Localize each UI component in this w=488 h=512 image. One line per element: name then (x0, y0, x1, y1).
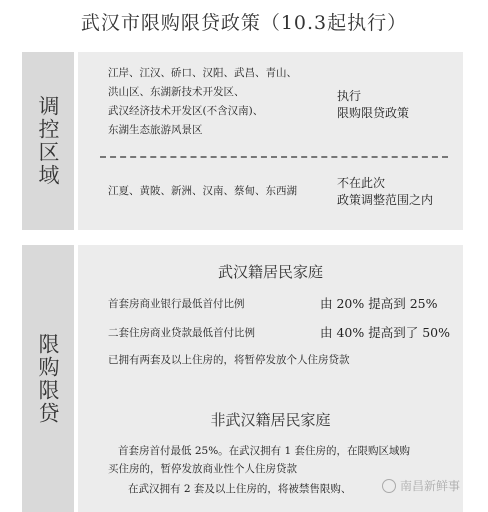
section-label-text: 调控区域 (36, 95, 60, 187)
nonlocal-line-2: 买住房的，暂停发放商业性个人住房贷款 (108, 463, 297, 475)
page-title: 武汉市限购限贷政策（10.3起执行） (80, 12, 408, 34)
section-divider (100, 156, 448, 158)
nonlocal-line-3: 在武汉拥有 2 套及以上住房的，将被禁售限购、 (128, 483, 352, 495)
local-household-title: 武汉籍居民家庭 (217, 263, 323, 281)
local-rule-2-value: 由 40% 提高到了 50% (320, 325, 450, 340)
watermark (382, 477, 460, 494)
section-label-restrictions (22, 245, 74, 512)
policy-note-1a: 执行 (337, 89, 362, 103)
watermark-text: 南昌新鲜事 (400, 479, 461, 493)
nonlocal-line-1: 首套房首付最低 25%。在武汉拥有 1 套住房的，在限购区域购 (118, 445, 411, 457)
section-label-control-area (22, 52, 74, 230)
excluded-areas: 江夏、黄陂、新洲、汉南、蔡甸、东西湖 (108, 185, 297, 197)
local-note: 已拥有两套及以上住房的，将暂停发放个人住房贷款 (108, 354, 350, 366)
section-label-text: 限购限贷 (36, 332, 60, 425)
area-line-2: 洪山区、东湖新技术开发区、 (108, 86, 245, 98)
local-rule-2-text: 二套住房商业贷款最低首付比例 (108, 327, 255, 339)
nonlocal-household-title: 非武汉籍居民家庭 (210, 411, 331, 429)
local-rule-1-text: 首套房商业银行最低首付比例 (108, 298, 245, 310)
policy-note-2a: 不在此次 (337, 176, 386, 190)
local-rule-1-value: 由 20% 提高到 25% (320, 296, 438, 311)
policy-note-2b: 政策调整范围之内 (337, 193, 434, 207)
area-line-3: 武汉经济技术开发区(不含汉南)、 (108, 105, 264, 117)
policy-note-1b: 限购限贷政策 (337, 106, 410, 120)
area-line-4: 东湖生态旅游风景区 (108, 124, 203, 136)
watermark-logo-icon (382, 479, 396, 493)
area-line-1: 江岸、江汉、硚口、汉阳、武昌、青山、 (108, 67, 297, 79)
